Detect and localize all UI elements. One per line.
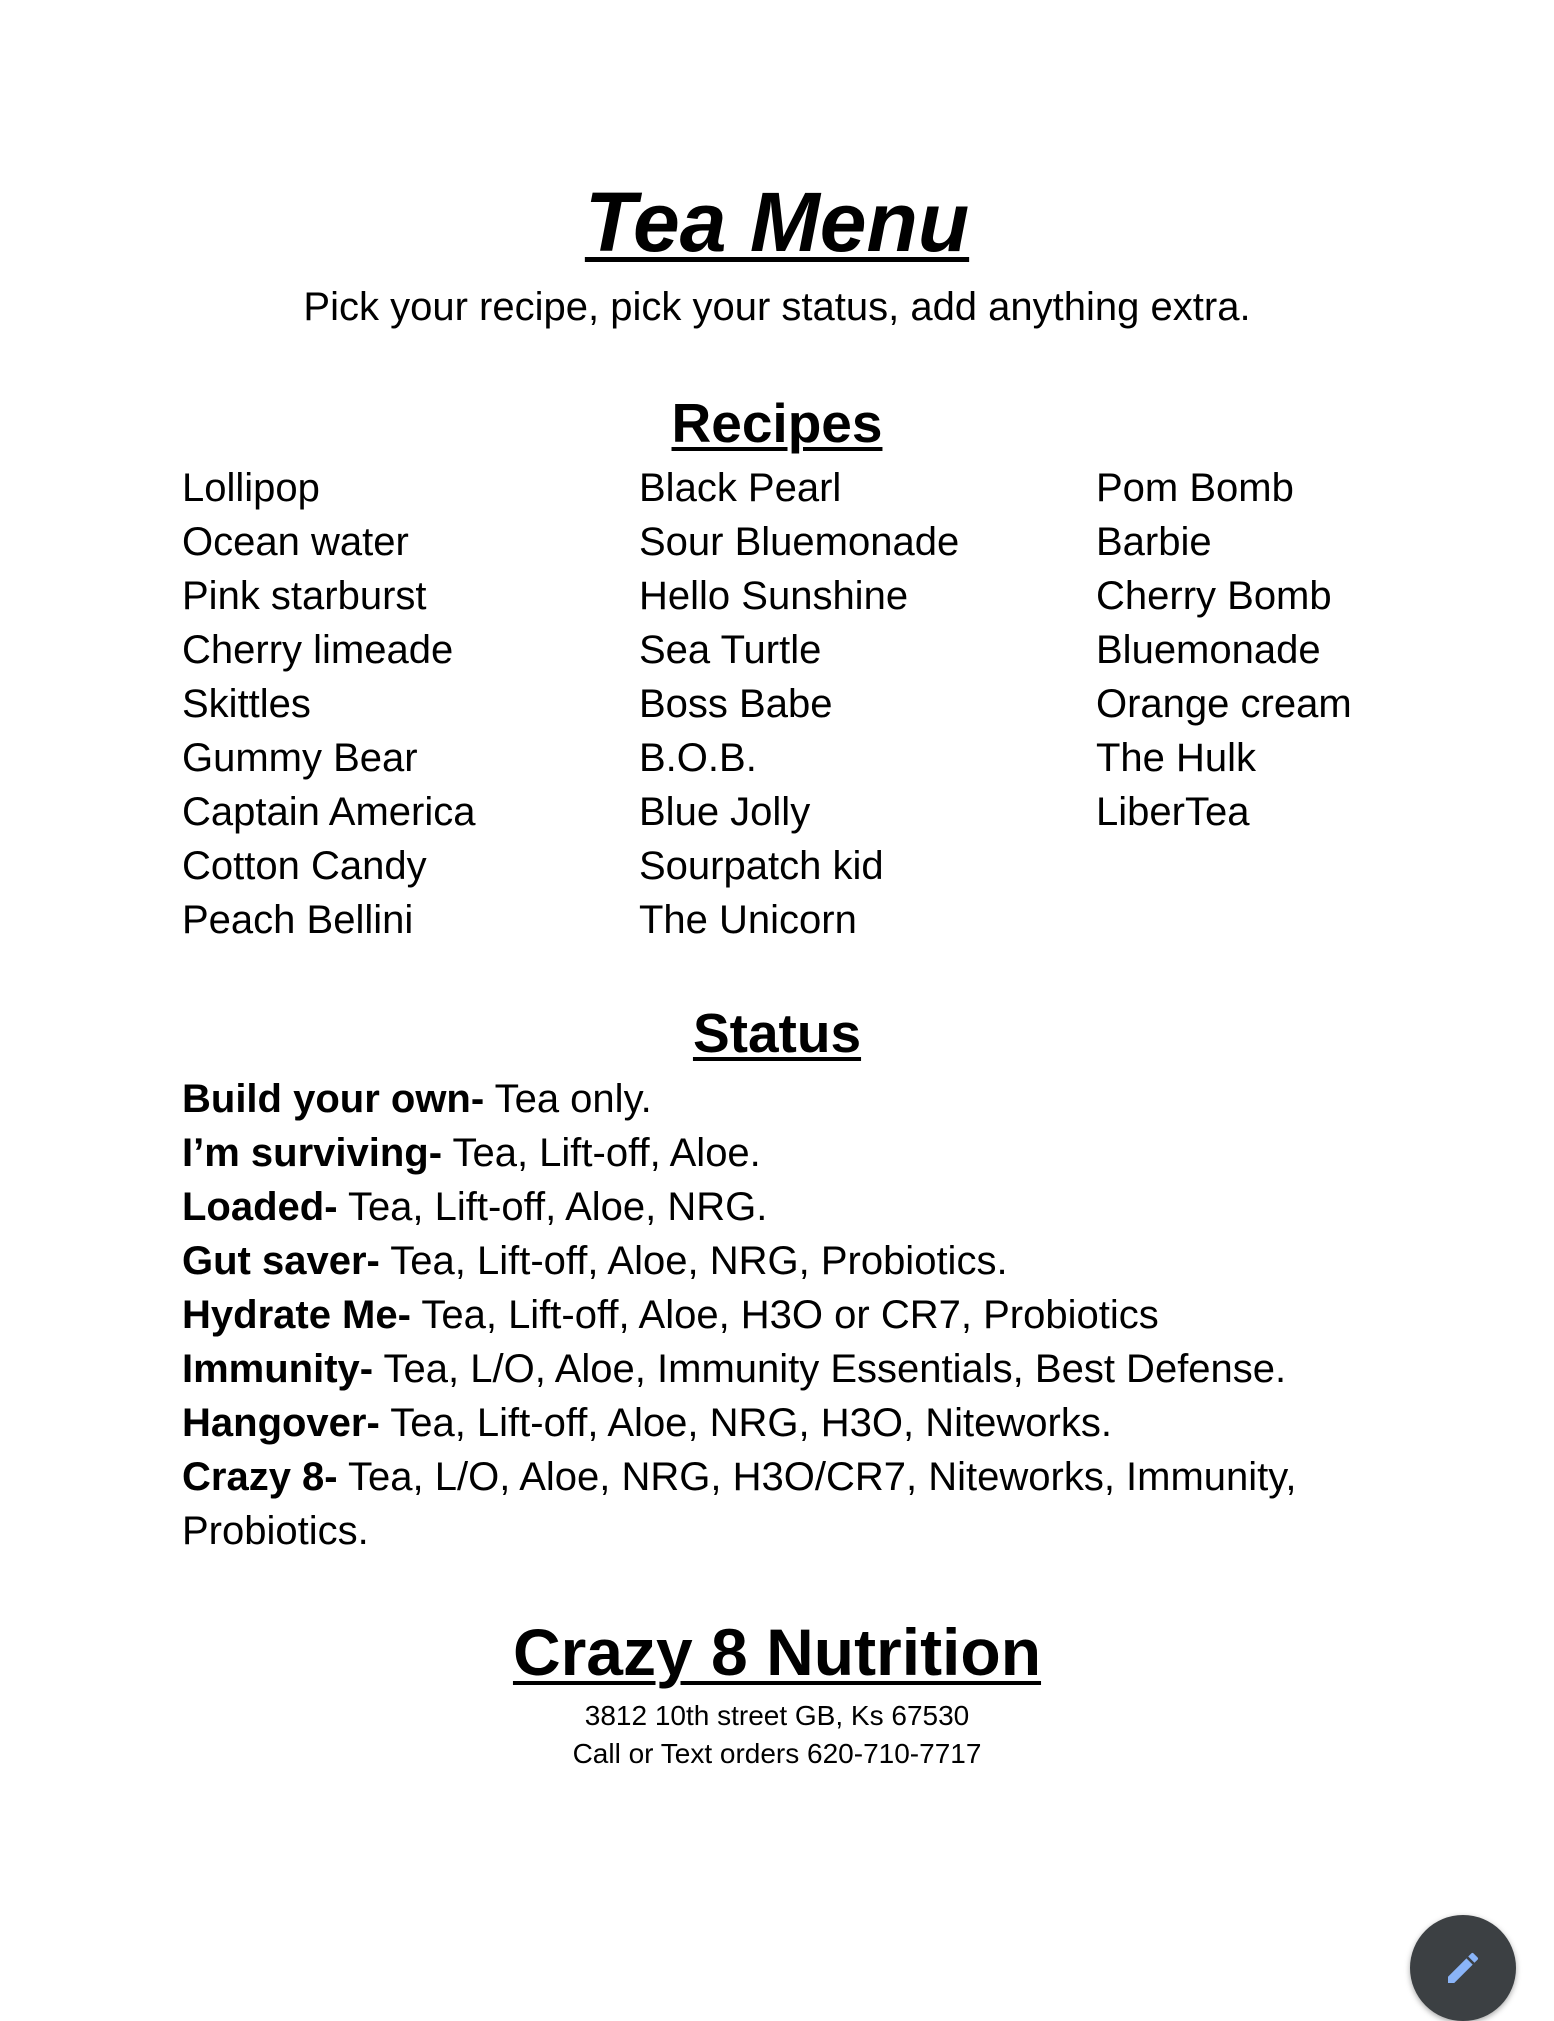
brand-name	[0, 1612, 1554, 1692]
status-item	[182, 1396, 1382, 1450]
recipe-item: Cotton Candy	[182, 844, 427, 888]
status-item	[182, 1234, 1382, 1288]
recipe-item: Cherry limeade	[182, 628, 454, 672]
recipe-item: Lollipop	[182, 466, 320, 510]
recipe-item: Pink starburst	[182, 574, 427, 618]
recipe-item: Sour Bluemonade	[639, 520, 960, 564]
page-title-text: Tea Menu	[584, 175, 970, 269]
recipe-item: Blue Jolly	[639, 790, 811, 834]
recipe-item: Boss Babe	[639, 682, 833, 726]
status-description: Tea, L/O, Aloe, Immunity Essentials, Best Defense.	[373, 1347, 1287, 1391]
status-item	[182, 1450, 1382, 1558]
recipe-column-2	[639, 461, 959, 947]
status-list	[182, 1072, 1382, 1558]
status-description: Tea only.	[484, 1077, 652, 1121]
status-heading-text: Status	[692, 1002, 862, 1064]
recipe-item: Peach Bellini	[182, 898, 414, 942]
status-name: Gut saver-	[182, 1239, 380, 1283]
page-title	[0, 172, 1554, 272]
recipe-item: Sea Turtle	[639, 628, 822, 672]
status-item	[182, 1072, 1382, 1126]
recipe-item: LiberTea	[1096, 790, 1250, 834]
edit-fab-button[interactable]	[1410, 1915, 1516, 2021]
recipe-item: Pom Bomb	[1096, 466, 1294, 510]
status-name: Hangover-	[182, 1401, 380, 1445]
address: 3812 10th street GB, Ks 67530	[584, 1700, 970, 1731]
status-heading	[0, 1000, 1554, 1066]
status-name: Hydrate Me-	[182, 1293, 411, 1337]
phone-contact: Call or Text orders 620-710-7717	[572, 1738, 982, 1769]
recipe-column-1	[182, 461, 475, 947]
page-subtitle: Pick your recipe, pick your status, add anything extra.	[303, 285, 1251, 329]
recipe-item: Gummy Bear	[182, 736, 418, 780]
status-description: Tea, Lift-off, Aloe, H3O or CR7, Probiotics	[410, 1293, 1159, 1337]
status-name: Loaded-	[182, 1185, 338, 1229]
brand-name-text: Crazy 8 Nutrition	[512, 1615, 1042, 1689]
status-description: Tea, L/O, Aloe, NRG, H3O/CR7, Niteworks, Immunity, Probiotics.	[182, 1455, 1297, 1553]
recipe-item: Ocean water	[182, 520, 409, 564]
recipe-item: B.O.B.	[639, 736, 757, 780]
recipe-item: Cherry Bomb	[1096, 574, 1332, 618]
status-description: Tea, Lift-off, Aloe, NRG, Probiotics.	[379, 1239, 1008, 1283]
status-name: Build your own-	[182, 1077, 485, 1121]
recipe-item: Barbie	[1096, 520, 1212, 564]
recipes-heading-text: Recipes	[671, 392, 883, 454]
status-description: Tea, Lift-off, Aloe, NRG, H3O, Niteworks.	[379, 1401, 1112, 1445]
recipe-item: Hello Sunshine	[639, 574, 909, 618]
status-name: I’m surviving-	[182, 1131, 443, 1175]
recipes-heading	[0, 390, 1554, 456]
status-name: Immunity-	[182, 1347, 374, 1391]
recipe-column-3	[1096, 461, 1352, 839]
status-item	[182, 1126, 1382, 1180]
recipe-item: Orange cream	[1096, 682, 1352, 726]
recipe-item: The Hulk	[1096, 736, 1257, 780]
recipe-item: Sourpatch kid	[639, 844, 884, 888]
recipe-item: The Unicorn	[639, 898, 857, 942]
status-description: Tea, Lift-off, Aloe, NRG.	[337, 1185, 768, 1229]
recipe-item: Captain America	[182, 790, 476, 834]
status-description: Tea, Lift-off, Aloe.	[442, 1131, 761, 1175]
status-name: Crazy 8-	[182, 1455, 338, 1499]
recipe-item: Skittles	[182, 682, 311, 726]
recipe-item: Black Pearl	[639, 466, 842, 510]
recipe-item: Bluemonade	[1096, 628, 1321, 672]
status-item	[182, 1180, 1382, 1234]
status-item	[182, 1288, 1382, 1342]
pencil-icon	[1443, 1948, 1483, 1988]
status-item	[182, 1342, 1382, 1396]
